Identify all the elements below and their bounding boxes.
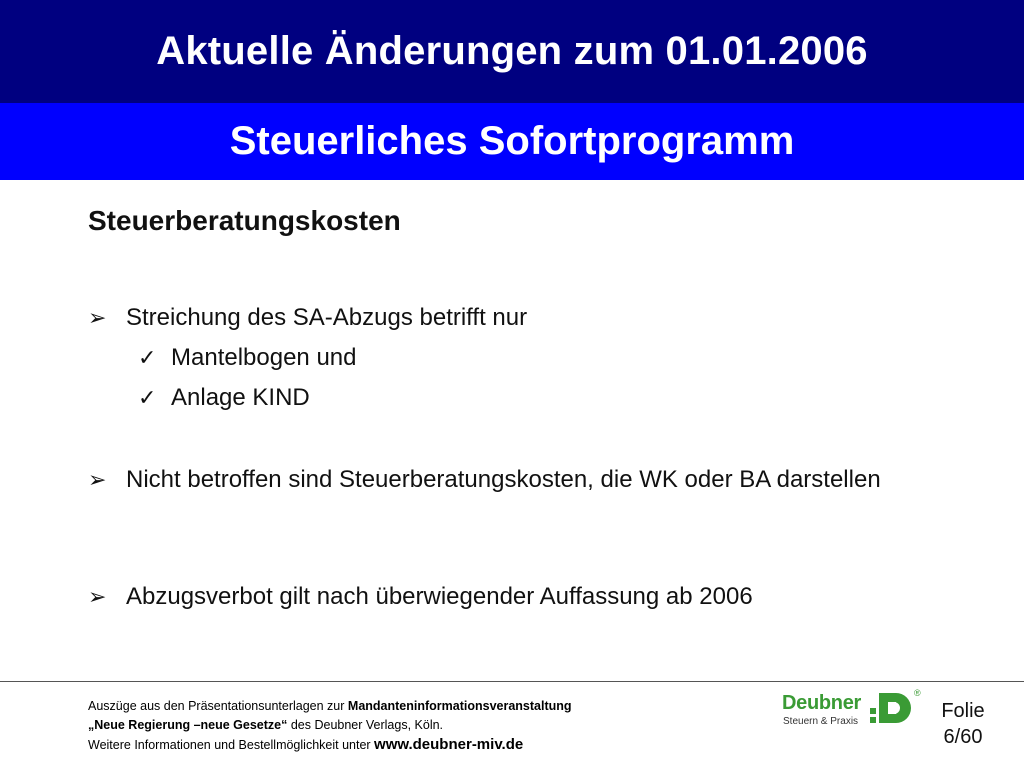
deubner-logo bbox=[782, 690, 932, 730]
footer-event-title: „Neue Regierung –neue Gesetze“ bbox=[88, 718, 288, 732]
bullet-text: Nicht betroffen sind Steuerberatungskosten, die WK oder BA darstellen bbox=[126, 466, 881, 493]
slide-content bbox=[88, 205, 968, 610]
checkmark-icon: ✓ bbox=[138, 385, 157, 410]
footer-text-plain: Auszüge aus den Präsentationsunterlagen zur bbox=[88, 699, 348, 713]
check-text: Anlage KIND bbox=[171, 384, 310, 411]
slide-subtitle-bar bbox=[0, 103, 1024, 180]
bullet-text: Abzugsverbot gilt nach überwiegender Auffassung ab 2006 bbox=[126, 583, 753, 610]
logo-tagline: Steuern & Praxis bbox=[783, 716, 859, 727]
slide-number-label: Folie bbox=[941, 700, 985, 722]
bullet-item bbox=[88, 579, 968, 615]
slide-title-bar bbox=[0, 0, 1024, 103]
bullet-item bbox=[88, 462, 968, 498]
footer-notice bbox=[88, 697, 708, 755]
arrow-bullet-icon: ➢ bbox=[88, 584, 107, 609]
footer-url-link[interactable]: www.deubner-miv.de bbox=[374, 736, 524, 753]
deubner-d-mark-icon bbox=[870, 690, 916, 726]
arrow-bullet-icon: ➢ bbox=[88, 467, 107, 492]
checkmark-icon: ✓ bbox=[138, 345, 157, 370]
logo-name: Deubner bbox=[782, 692, 862, 714]
registered-mark: ® bbox=[914, 688, 921, 698]
check-item bbox=[138, 380, 310, 416]
slide-number bbox=[932, 698, 994, 750]
check-text: Mantelbogen und bbox=[171, 344, 357, 371]
footer-event-name: Mandanteninformationsveranstaltung bbox=[347, 699, 572, 713]
slide-title: Aktuelle Änderungen zum 01.01.2006 bbox=[156, 29, 868, 73]
footer-divider bbox=[0, 681, 1024, 682]
footer-line-2 bbox=[88, 716, 708, 735]
bullet-item bbox=[88, 300, 968, 336]
bullet-text: Streichung des SA-Abzugs betrifft nur bbox=[126, 304, 528, 331]
footer-line-1 bbox=[88, 697, 708, 716]
check-item bbox=[138, 340, 356, 376]
footer-text-plain: Weitere Informationen und Bestellmöglichkeit unter bbox=[88, 738, 375, 752]
section-heading: Steuerberatungskosten bbox=[88, 205, 401, 236]
footer-line-3 bbox=[88, 735, 708, 755]
arrow-bullet-icon: ➢ bbox=[88, 305, 107, 330]
slide-subtitle: Steuerliches Sofortprogramm bbox=[229, 119, 795, 163]
slide-number-value: 6/60 bbox=[943, 726, 983, 748]
footer-text-plain: des Deubner Verlags, Köln. bbox=[287, 718, 444, 732]
